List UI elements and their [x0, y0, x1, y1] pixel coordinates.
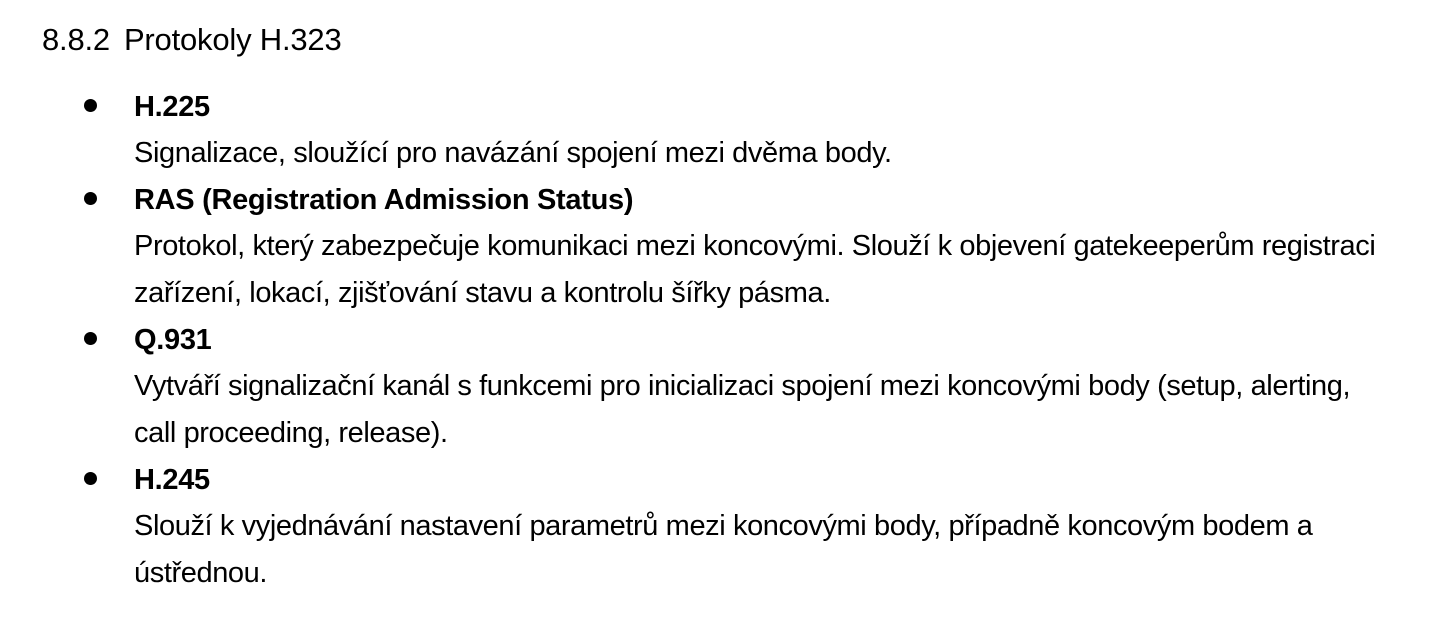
list-item — [0, 84, 1439, 177]
bullet-icon — [84, 99, 97, 112]
section-heading — [42, 20, 342, 60]
protocol-term: H.225 — [134, 91, 210, 123]
section-number: 8.8.2 — [42, 22, 110, 57]
list-item — [0, 457, 1439, 597]
list-item — [0, 177, 1439, 317]
bullet-icon — [84, 192, 97, 205]
protocol-description: Signalizace, sloužící pro navázání spojení mezi dvěma body. — [134, 137, 892, 169]
protocol-list — [0, 84, 1439, 597]
bullet-icon — [84, 472, 97, 485]
protocol-description: Slouží k vyjednávání nastavení parametrů mezi koncovými body, případně koncovým bodem a ústřednou. — [134, 510, 1313, 589]
protocol-description: Vytváří signalizační kanál s funkcemi pro inicializaci spojení mezi koncovými body (setup, alerting, call proceeding, release). — [134, 370, 1351, 449]
section-title: Protokoly H.323 — [123, 22, 342, 57]
protocol-term: H.245 — [134, 464, 210, 496]
bullet-icon — [84, 332, 97, 345]
list-item — [0, 317, 1439, 457]
protocol-description: Protokol, který zabezpečuje komunikaci mezi koncovými. Slouží k objevení gatekeeperům registraci zařízení, lokací, zjišťování stavu a kontrolu šířky pásma. — [134, 230, 1376, 309]
protocol-term: Q.931 — [134, 324, 212, 356]
protocol-term: RAS (Registration Admission Status) — [134, 184, 634, 216]
